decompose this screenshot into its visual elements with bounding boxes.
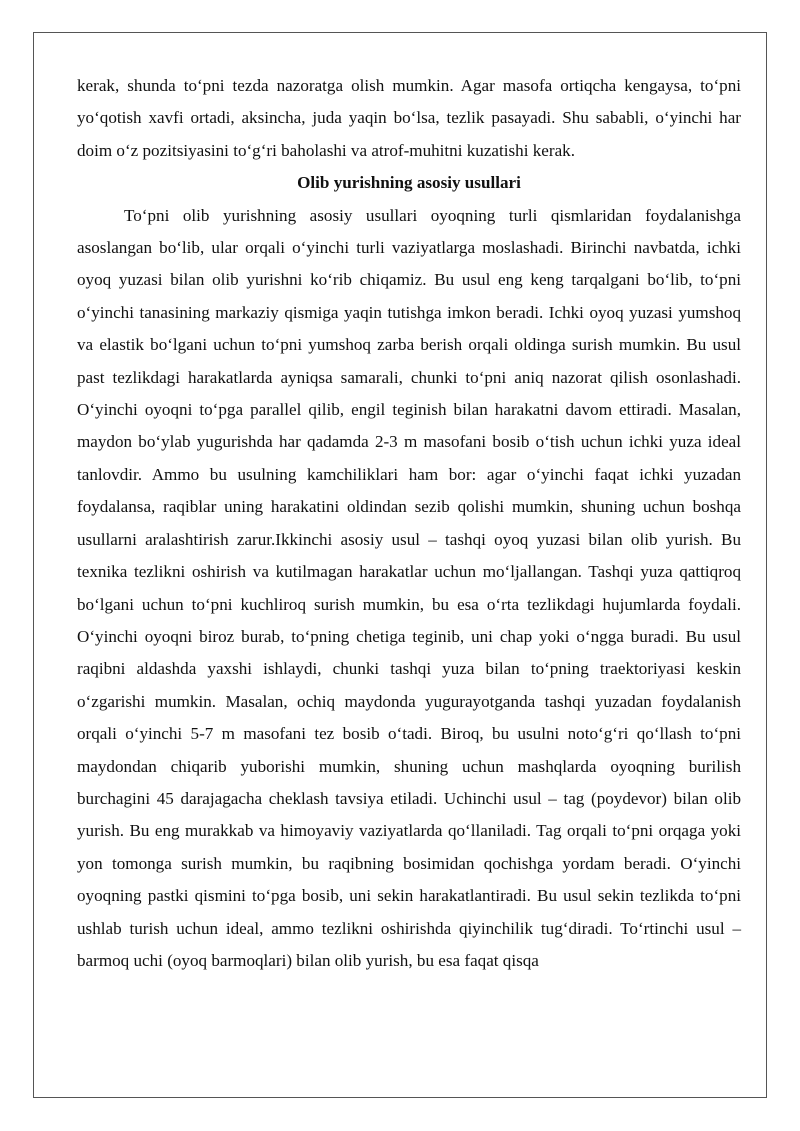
main-paragraph: To‘pni olib yurishning asosiy usullari oyoqning turli qismlaridan foydalanishga asoslangan bo‘lib, ular orqali o‘yinchi turli vaziyatlarga moslashadi. Birinchi navbatda, ichki oyoq yuzasi bilan olib yurishni ko‘rib chiqamiz. Bu usul eng keng tarqalgani bo‘lib, to‘pni o‘yinchi tanasining markaziy qismiga yaqin tutishga imkon beradi. Ichki oyoq yuzasi yumshoq va elastik bo‘lgani uchun to‘pni yumshoq zarba berish orqali oldinga surish mumkin. Bu usul past tezlikdagi harakatlarda ayniqsa samarali, chunki to‘pni aniq nazorat qilish osonlashadi. O‘yinchi oyoqni to‘pga parallel qilib, engil teginish bilan harakatni davom ettiradi. Masalan, maydon bo‘ylab yugurishda har qadamda 2-3 m masofani bosib o‘tish uchun ichki yuza ideal tanlovdir. Ammo bu usulning kamchiliklari ham bor: agar o‘yinchi faqat ichki yuzadan foydalansa, raqiblar uning harakatini oldindan sezib qolishi mumkin, shuning uchun boshqa usullarni aralashtirish zarur.Ikkinchi asosiy usul – tashqi oyoq yuzasi bilan olib yurish. Bu texnika tezlikni oshirish va kutilmagan harakatlar uchun mo‘ljallangan. Tashqi yuza qattiqroq bo‘lgani uchun to‘pni kuchliroq surish mumkin, bu esa o‘rta tezlikdagi hujumlarda foydali. O‘yinchi oyoqni biroz burab, to‘pning chetiga teginib, uni chap yoki o‘ngga buradi. Bu usul raqibni aldashda yaxshi ishlaydi, chunki tashqi yuza bilan to‘pning traektoriyasi keskin o‘zgarishi mumkin. Masalan, ochiq maydonda yugurayotganda tashqi yuzadan foydalanish orqali o‘yinchi 5-7 m masofani tez bosib o‘tadi. Biroq, bu usulni noto‘g‘ri qo‘llash to‘pni maydondan chiqarib yuborishi mumkin, shuning uchun mashqlarda oyoqning burilish burchagini 45 darajagacha cheklash tavsiya etiladi. Uchinchi usul – tag (poydevor) bilan olib yurish. Bu eng murakkab va himoyaviy vaziyatlarda qo‘llaniladi. Tag orqali to‘pni orqaga yoki yon tomonga surish mumkin, bu raqibning bosimidan qochishga yordam beradi. O‘yinchi oyoqning pastki qismini to‘pga bosib, uni sekin harakatlantiradi. Bu usul sekin tezlikda to‘pni ushlab turish uchun ideal, ammo tezlikni oshirishda qiyinchilik tug‘diradi. To‘rtinchi usul – barmoq uchi (oyoq barmoqlari) bilan olib yurish, bu esa faqat qisqa [77, 205, 741, 970]
intro-paragraph: kerak, shunda to‘pni tezda nazoratga olish mumkin. Agar masofa ortiqcha kengaysa, to‘pni yo‘qotish xavfi ortadi, aksincha, juda yaqin bo‘lsa, tezlik pasayadi. Shu sababli, o‘yinchi har doim o‘z pozitsiyasini to‘g‘ri baholashi va atrof-muhitni kuzatishi kerak. [77, 76, 741, 160]
document-body [77, 70, 741, 977]
section-heading: Olib yurishning asosiy usullari [297, 173, 521, 193]
